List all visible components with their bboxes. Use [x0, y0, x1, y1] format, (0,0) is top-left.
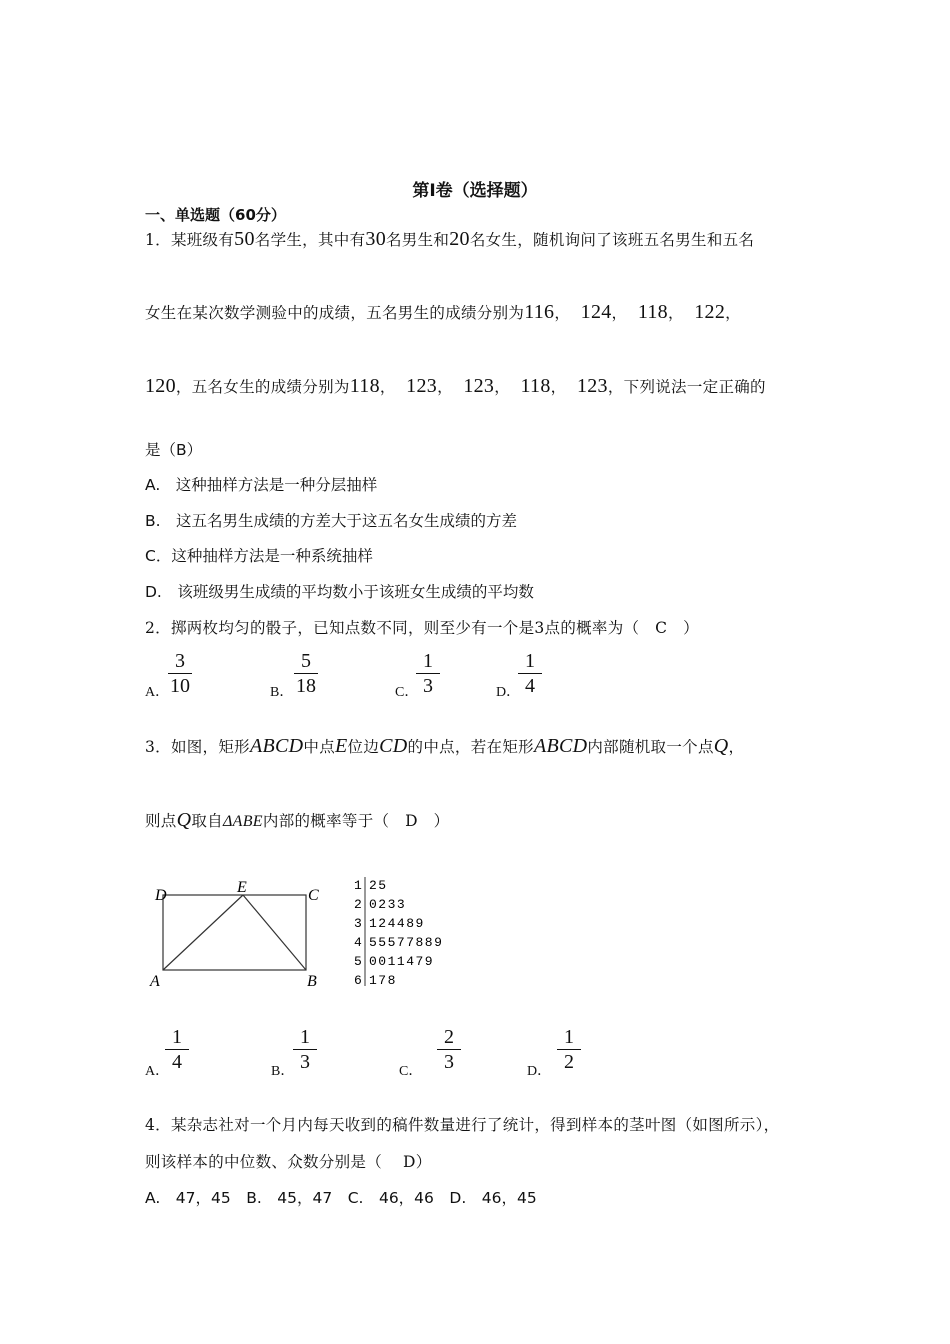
q4-line-2: 则该样本的中位数、众数分别是（ D） [145, 1153, 432, 1171]
label-c: C [308, 887, 319, 904]
stem-value: 2 [354, 897, 362, 912]
label-a: A [150, 973, 160, 990]
q1-line-1: 1．某班级有50名学生，其中有30名男生和20名女生，随机询问了该班五名男生和五名 [145, 228, 755, 250]
leaf-values: 178 [369, 973, 397, 988]
leaf-values: 25 [369, 878, 388, 893]
stem-value: 5 [354, 954, 362, 969]
q1-option-d: D. 该班级男生成绩的平均数小于该班女生成绩的平均数 [145, 583, 534, 601]
segment-eb [243, 895, 306, 970]
stem-value: 4 [354, 935, 362, 950]
stem-value: 3 [354, 916, 362, 931]
q2-option-a-fraction: 3 10 [170, 650, 190, 698]
segment-ae [163, 895, 243, 970]
stem-value: 1 [354, 878, 362, 893]
q3-option-d-label: D． [527, 1064, 552, 1079]
leaf-values: 0233 [369, 897, 407, 912]
q3-option-b-label: B． [271, 1064, 295, 1079]
q3-option-d-fraction: 1 2 [549, 1026, 589, 1073]
q3-option-c-label: C． [399, 1064, 423, 1079]
q1-option-b: B. 这五名男生成绩的方差大于这五名女生成绩的方差 [145, 512, 518, 530]
q1-line-3: 120，五名女生的成绩分别为118， 123， 123， 118， 123，下列说法一定正确的 [145, 375, 766, 397]
q2-option-b-label: B． [270, 685, 294, 700]
rectangle-abcd [163, 895, 306, 970]
q3-option-a-label: A． [145, 1064, 170, 1079]
q3-option-c-fraction: 2 3 [429, 1026, 469, 1073]
leaf-values: 55577889 [369, 935, 444, 950]
q4-options: A. 47，45 B. 45，47 C. 46，46 D. 46，45 [145, 1189, 537, 1207]
q3-option-a-fraction: 1 4 [157, 1026, 197, 1073]
q2-text: 2．掷两枚均匀的骰子，已知点数不同，则至少有一个是3点的概率为（ C ） [145, 619, 699, 637]
q2-option-a-label: A． [145, 685, 170, 700]
leaf-values: 124489 [369, 916, 425, 931]
label-b: B [307, 973, 317, 990]
q2-option-b-fraction: 5 18 [296, 650, 316, 698]
q4-line-1: 4．某杂志社对一个月内每天收到的稿件数量进行了统计，得到样本的茎叶图（如图所示）， [145, 1116, 780, 1134]
stem-value: 6 [354, 973, 362, 988]
label-d: D [155, 887, 167, 904]
q2-option-d-fraction: 1 4 [510, 650, 550, 697]
q3-line-2: 则点Q取自ΔABE内部的概率等于（ D ） [145, 809, 450, 831]
section-heading: 一、单选题（60分） [145, 206, 286, 224]
q1-line-4: 是（B） [145, 441, 203, 459]
leaf-values: 0011479 [369, 954, 435, 969]
q2-option-d-label: D． [496, 685, 521, 700]
stem-leaf-plot [350, 874, 455, 989]
q1-line-2: 女生在某次数学测验中的成绩，五名男生的成绩分别为116， 124， 118， 122， [145, 301, 741, 323]
q2-option-c-label: C． [395, 685, 419, 700]
q3-line-1: 3．如图，矩形ABCD中点E位边CD的中点，若在矩形ABCD内部随机取一个点Q， [145, 735, 745, 757]
label-e: E [237, 879, 247, 896]
page-title: 第Ⅰ卷（选择题） [412, 181, 538, 201]
q2-option-c-fraction: 1 3 [408, 650, 448, 697]
q1-option-a: A. 这种抽样方法是一种分层抽样 [145, 476, 378, 494]
q1-option-c: C．这种抽样方法是一种系统抽样 [145, 547, 373, 565]
rectangle-figure [145, 878, 330, 993]
q3-option-b-fraction: 1 3 [285, 1026, 325, 1073]
